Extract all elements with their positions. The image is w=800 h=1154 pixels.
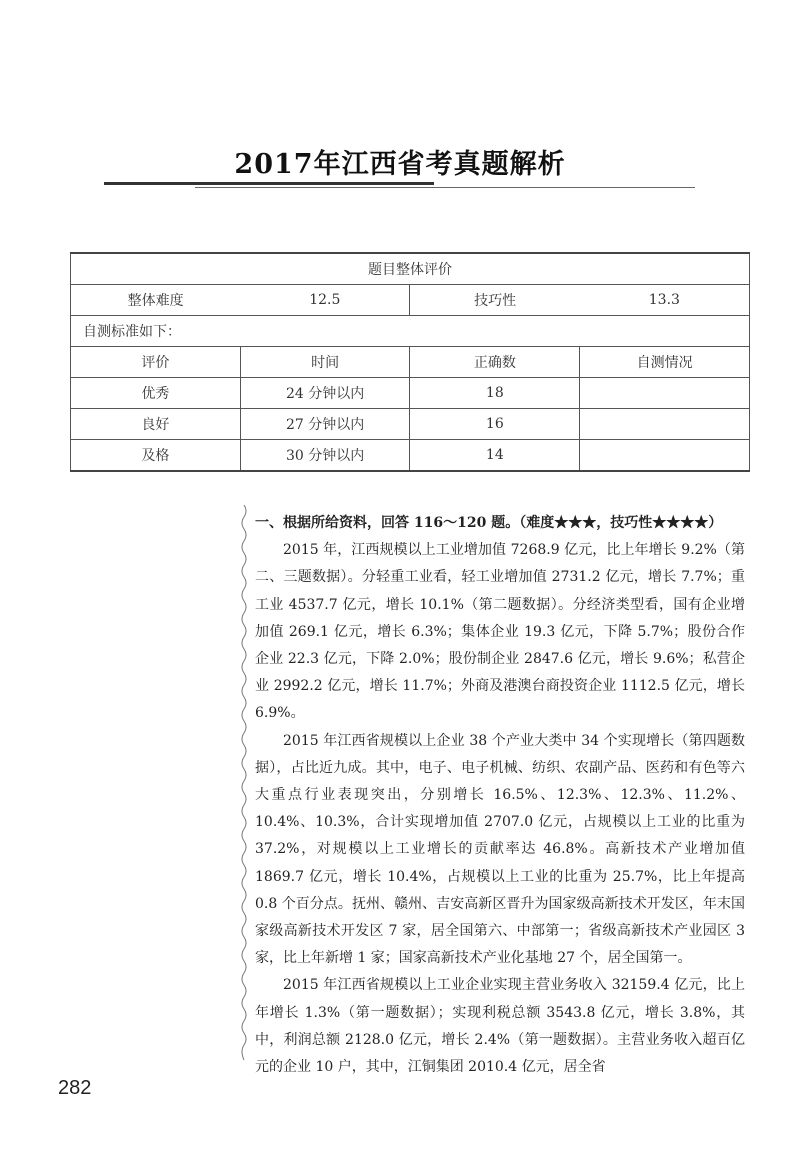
paragraph: 2015 年江西省规模以上企业 38 个产业大类中 34 个实现增长（第四题数据），占比近九成。其中，电子、电子机械、纺织、农副产品、医药和有色等六大重点行业表现突出，分别增长 16.5%、12.3%、12.3%、11.2%、10.4%、10.3%，合计实现增加值 2707.0 亿元，占规模以上工业的比重为 37.2%，对规模以上工业增长的贡献率达 46.8%。高新技术产业增加值 1869.7 亿元，增长 10.4%，占规模以上工业的比重为 25.7%，比上年提高 0.8 个百分点。抚州、赣州、吉安高新区晋升为国家级高新技术开发区，年末国家级高新技术开发区 7 家，居全国第六、中部第一；省级高新技术产业园区 3 家，比上年新增 1 家；国家高新技术产业化基地 27 个，居全国第一。 bbox=[255, 732, 745, 967]
table-row bbox=[71, 378, 750, 409]
self-test-label: 自测标准如下： bbox=[71, 316, 750, 347]
page-title: 2017年江西省考真题解析 bbox=[234, 149, 566, 180]
title-underline-thin bbox=[195, 187, 695, 188]
paragraph: 2015 年江西省规模以上工业企业实现主营业务收入 32159.4 亿元，比上年增长 1.3%（第一题数据）；实现利税总额 3543.8 亿元，增长 3.8%，其中，利润总额 2128.0 亿元，增长 2.4%（第一题数据）。主营业务收入超百亿元的企业 10 户，其中，江铜集团 2010.4 亿元，居全省 bbox=[255, 977, 745, 1076]
section-heading: 一、根据所给资料，回答 116～120 题。（难度★★★，技巧性★★★★） bbox=[255, 515, 723, 531]
self-cell[interactable] bbox=[580, 378, 750, 409]
grade-cell: 及格 bbox=[71, 440, 241, 472]
skill-value: 13.3 bbox=[580, 285, 750, 316]
column-header-self: 自测情况 bbox=[580, 347, 750, 378]
paragraph: 2015 年，江西规模以上工业增加值 7268.9 亿元，比上年增长 9.2%（第二、三题数据）。分轻重工业看，轻工业增加值 2731.2 亿元，增长 7.7%；重工业 4537.7 亿元，增长 10.1%（第二题数据）。分经济类型看，国有企业增加值 269.1 亿元，增长 6.3%；集体企业 19.3 亿元，下降 5.7%；股份合作企业 22.3 亿元，下降 2.0%；股份制企业 2847.6 亿元，增长 9.6%；私营企业 2992.2 亿元，增长 11.7%；外商及港澳台商投资企业 1112.5 亿元，增长 6.9%。 bbox=[255, 542, 745, 722]
correct-cell: 16 bbox=[410, 409, 580, 440]
table-row bbox=[71, 409, 750, 440]
column-header-correct: 正确数 bbox=[410, 347, 580, 378]
evaluation-heading: 题目整体评价 bbox=[71, 253, 750, 285]
title-underline-thick bbox=[104, 182, 434, 185]
self-cell[interactable] bbox=[580, 409, 750, 440]
difficulty-label: 整体难度 bbox=[71, 285, 241, 316]
correct-cell: 18 bbox=[410, 378, 580, 409]
margin-wavy-line bbox=[240, 505, 248, 1060]
grade-cell: 良好 bbox=[71, 409, 241, 440]
column-header-time: 时间 bbox=[240, 347, 410, 378]
column-header-grade: 评价 bbox=[71, 347, 241, 378]
correct-cell: 14 bbox=[410, 440, 580, 472]
time-cell: 24 分钟以内 bbox=[240, 378, 410, 409]
page-number: 282 bbox=[58, 1077, 92, 1099]
grade-cell: 优秀 bbox=[71, 378, 241, 409]
table-row bbox=[71, 440, 750, 472]
skill-label: 技巧性 bbox=[410, 285, 580, 316]
difficulty-value: 12.5 bbox=[240, 285, 410, 316]
question-material bbox=[255, 510, 745, 1081]
evaluation-table bbox=[70, 252, 750, 472]
time-cell: 27 分钟以内 bbox=[240, 409, 410, 440]
self-cell[interactable] bbox=[580, 440, 750, 472]
time-cell: 30 分钟以内 bbox=[240, 440, 410, 472]
